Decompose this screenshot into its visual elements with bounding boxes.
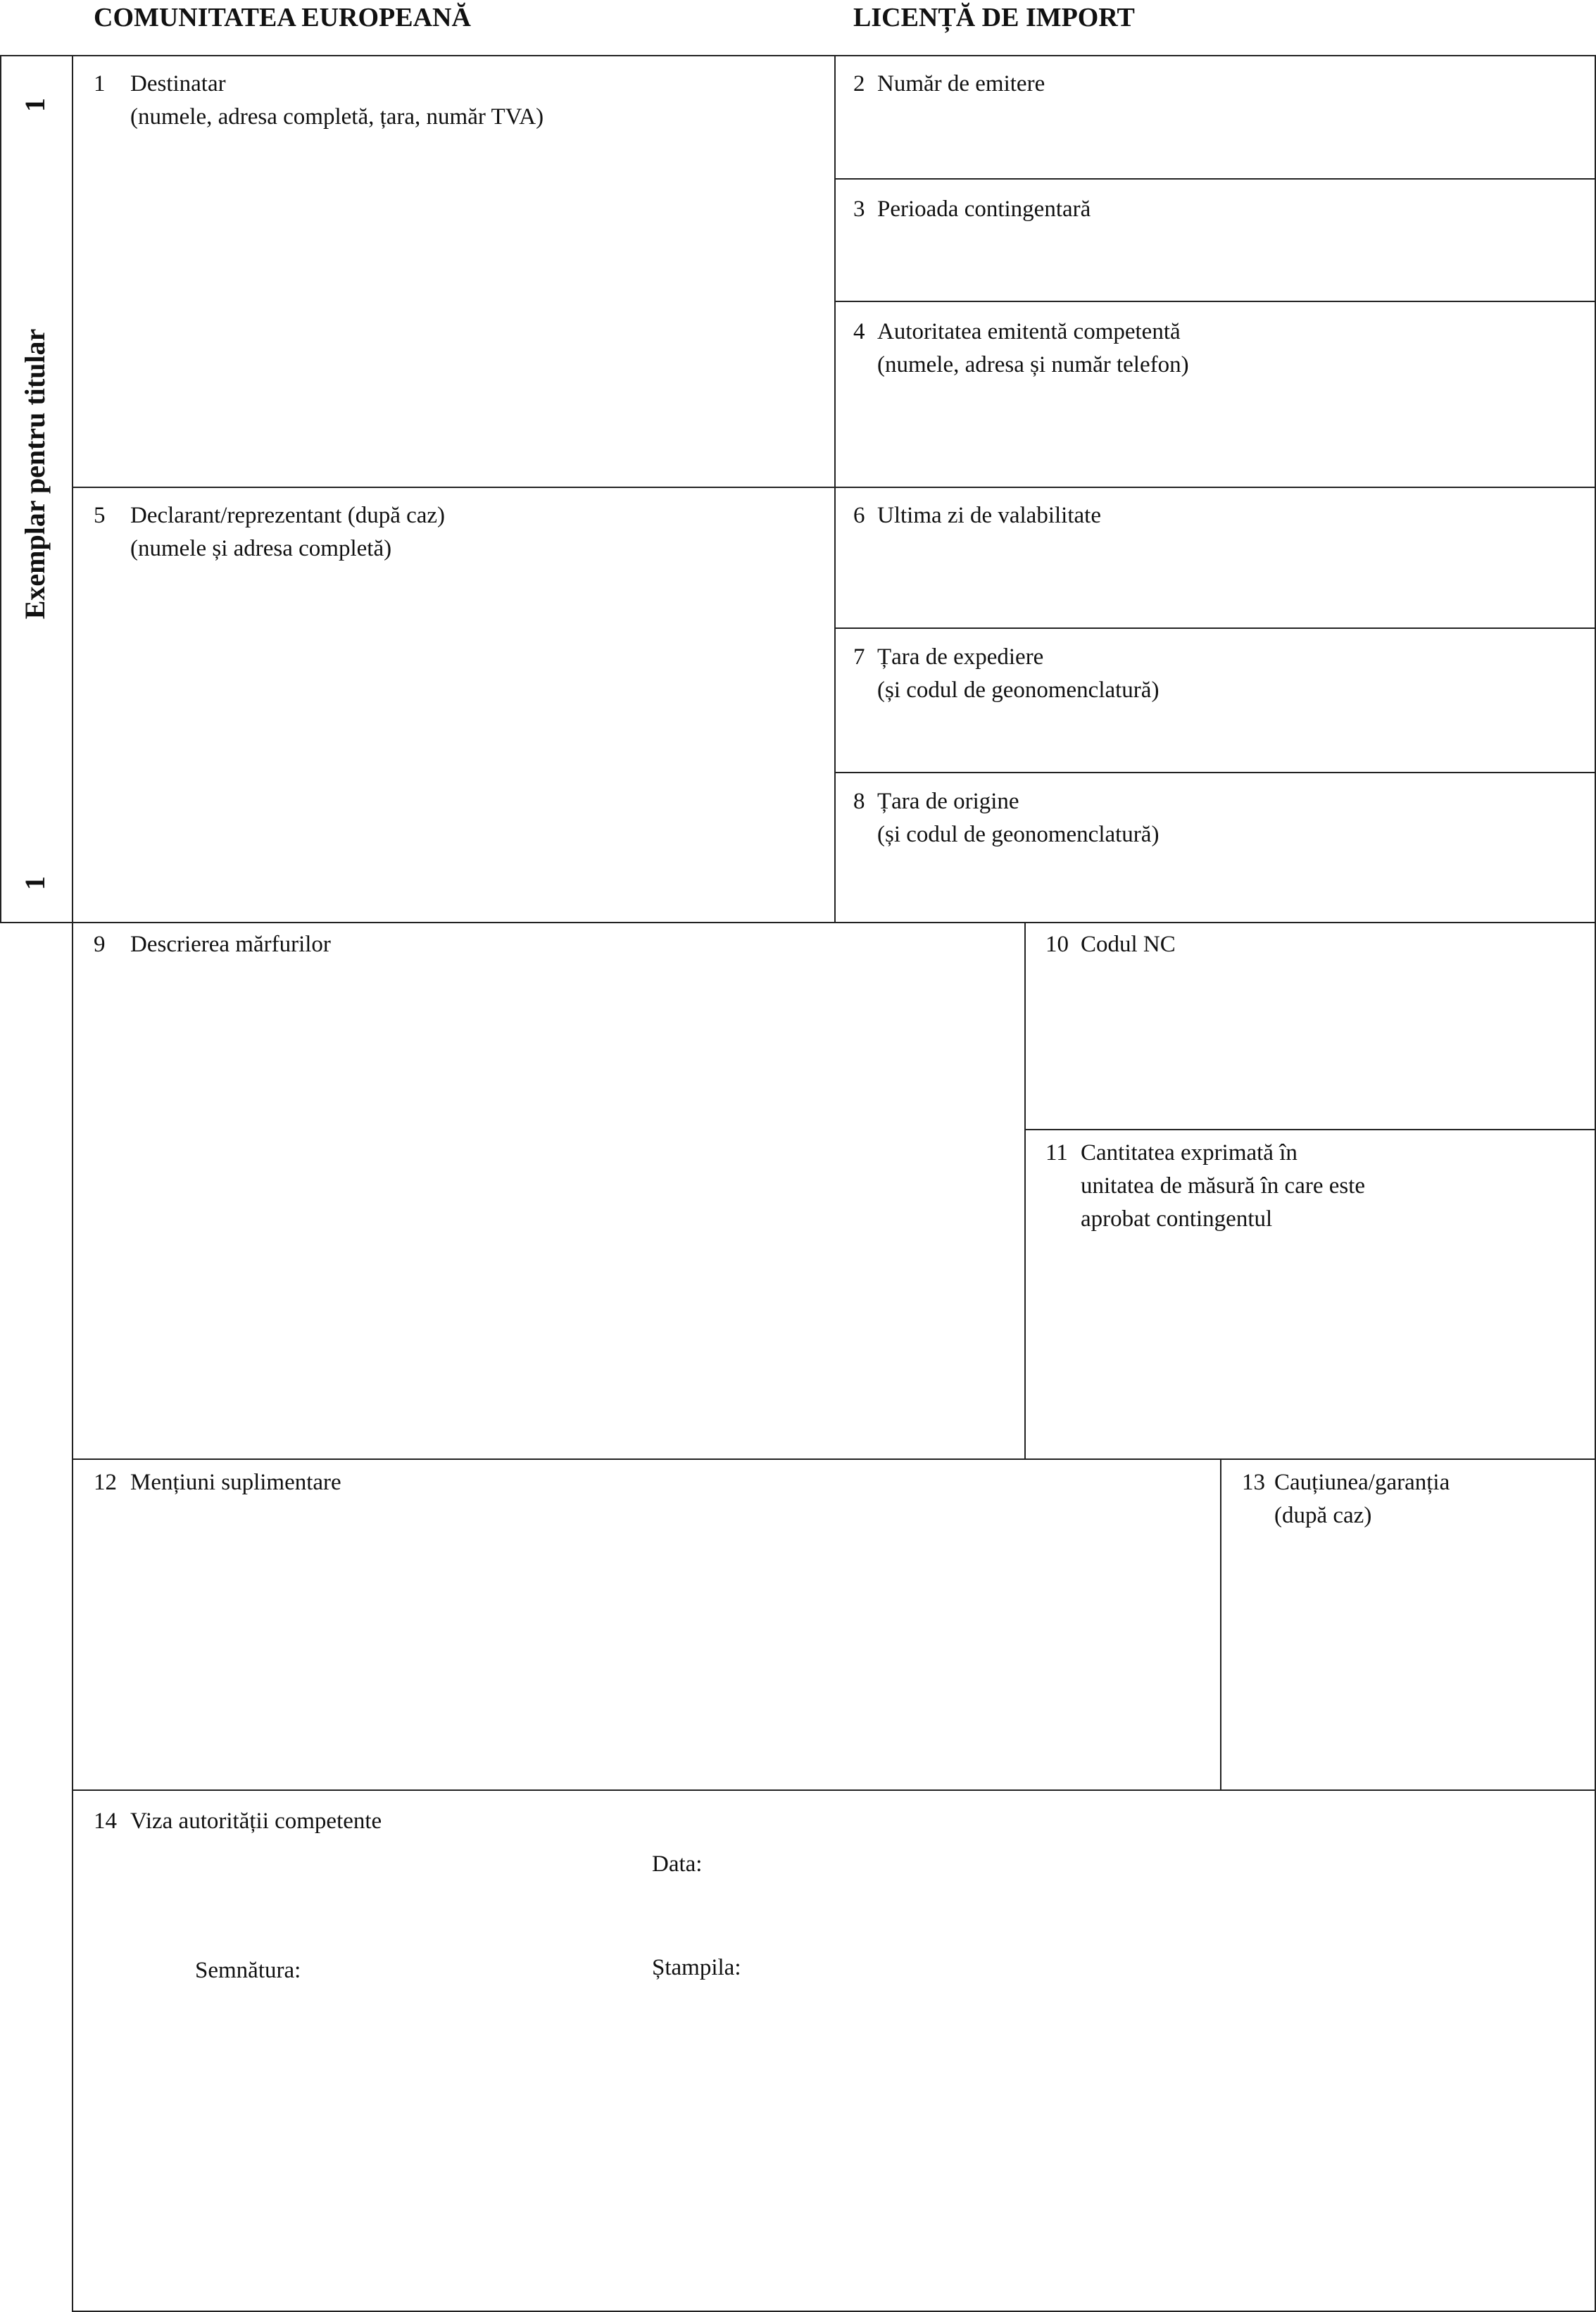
- box9-box12-divider: [72, 1458, 1596, 1460]
- field-sublabel: (numele, adresa și număr telefon): [877, 352, 1189, 377]
- field-label: Autoritatea emitentă competentă: [877, 319, 1181, 344]
- field-sublabel: (numele și adresa completă): [130, 536, 392, 561]
- field-label: Mențiuni suplimentare: [130, 1470, 341, 1495]
- field-1-destinatar[interactable]: [94, 68, 543, 134]
- box4-box6-divider: [834, 487, 1596, 488]
- stamp-label: Ștampila:: [652, 1955, 741, 1980]
- field-label: Codul NC: [1081, 932, 1176, 957]
- field-label: Număr de emitere: [877, 71, 1045, 96]
- field-14-viza-autoritatii[interactable]: [94, 1805, 382, 1838]
- top-section-frame: [0, 55, 1596, 923]
- box9-column-divider: [1024, 922, 1026, 1460]
- field-sublabel: (și codul de geonomenclatură): [877, 822, 1160, 847]
- field-number: 6: [853, 503, 865, 528]
- copy-label: Exemplar pentru titular: [19, 328, 51, 620]
- field-5-declarant[interactable]: [94, 499, 445, 565]
- box1-box5-divider: [72, 487, 836, 488]
- top-column-divider: [834, 55, 836, 923]
- field-6-ultima-zi-valabilitate[interactable]: [853, 499, 1101, 532]
- signature-label: Semnătura:: [195, 1958, 301, 1983]
- field-label: Descrierea mărfurilor: [130, 932, 331, 957]
- box3-box4-divider: [834, 301, 1596, 302]
- field-number: 11: [1045, 1140, 1068, 1166]
- field-label: Ultima zi de valabilitate: [877, 503, 1101, 528]
- field-sublabel: (după caz): [1274, 1503, 1372, 1528]
- field-label: Declarant/reprezentant (după caz): [130, 503, 446, 528]
- box2-box3-divider: [834, 178, 1596, 180]
- field-sublabel: (numele, adresa completă, țara, număr TVA): [130, 104, 544, 130]
- field-number: 7: [853, 644, 865, 670]
- date-label: Data:: [652, 1851, 703, 1877]
- copy-number-bottom: 1: [19, 876, 51, 890]
- field-number: 2: [853, 71, 865, 96]
- field-number: 13: [1242, 1470, 1265, 1495]
- form-title-left: COMUNITATEA EUROPEANĂ: [94, 3, 471, 32]
- field-8-tara-origine[interactable]: [853, 785, 1159, 851]
- field-7-tara-expediere[interactable]: [853, 641, 1159, 707]
- box12-box13-divider: [1220, 1458, 1221, 1791]
- field-number: 9: [94, 932, 106, 957]
- copy-number-top: 1: [19, 98, 51, 112]
- field-label: Țara de origine: [877, 789, 1019, 814]
- field-11-cantitatea[interactable]: [1045, 1137, 1365, 1236]
- field-3-perioada-contingentara[interactable]: [853, 193, 1091, 226]
- field-label: Țara de expediere: [877, 644, 1044, 670]
- field-13-cautiunea[interactable]: [1242, 1466, 1450, 1532]
- field-number: 14: [94, 1808, 117, 1834]
- field-label: Destinatar: [130, 71, 226, 96]
- field-label: Perioada contingentară: [877, 196, 1091, 222]
- field-number: 4: [853, 319, 865, 344]
- field-number: 5: [94, 503, 106, 528]
- field-number: 3: [853, 196, 865, 222]
- form-title-right: LICENȚĂ DE IMPORT: [853, 3, 1135, 32]
- box7-box8-divider: [834, 772, 1596, 773]
- field-sublabel: unitatea de măsură în care este: [1081, 1173, 1366, 1199]
- field-sublabel: (și codul de geonomenclatură): [877, 677, 1160, 703]
- field-label: Viza autorității competente: [130, 1808, 382, 1834]
- lower-section-frame: [72, 922, 1596, 2312]
- field-number: 1: [94, 71, 106, 96]
- field-2-numar-emitere[interactable]: [853, 68, 1045, 101]
- field-label: Cauțiunea/garanția: [1274, 1470, 1450, 1495]
- field-sublabel: aprobat contingentul: [1081, 1206, 1273, 1232]
- box10-box11-divider: [1024, 1129, 1596, 1130]
- field-label: Cantitatea exprimată în: [1081, 1140, 1297, 1166]
- field-9-descrierea-marfurilor[interactable]: [94, 928, 331, 961]
- box6-box7-divider: [834, 627, 1596, 629]
- field-10-codul-nc[interactable]: [1045, 928, 1176, 961]
- field-number: 10: [1045, 932, 1069, 957]
- field-number: 8: [853, 789, 865, 814]
- field-4-autoritatea-emitenta[interactable]: [853, 315, 1189, 382]
- field-12-mentiuni-suplimentare[interactable]: [94, 1466, 341, 1499]
- box12-box14-divider: [72, 1789, 1596, 1791]
- field-number: 12: [94, 1470, 117, 1495]
